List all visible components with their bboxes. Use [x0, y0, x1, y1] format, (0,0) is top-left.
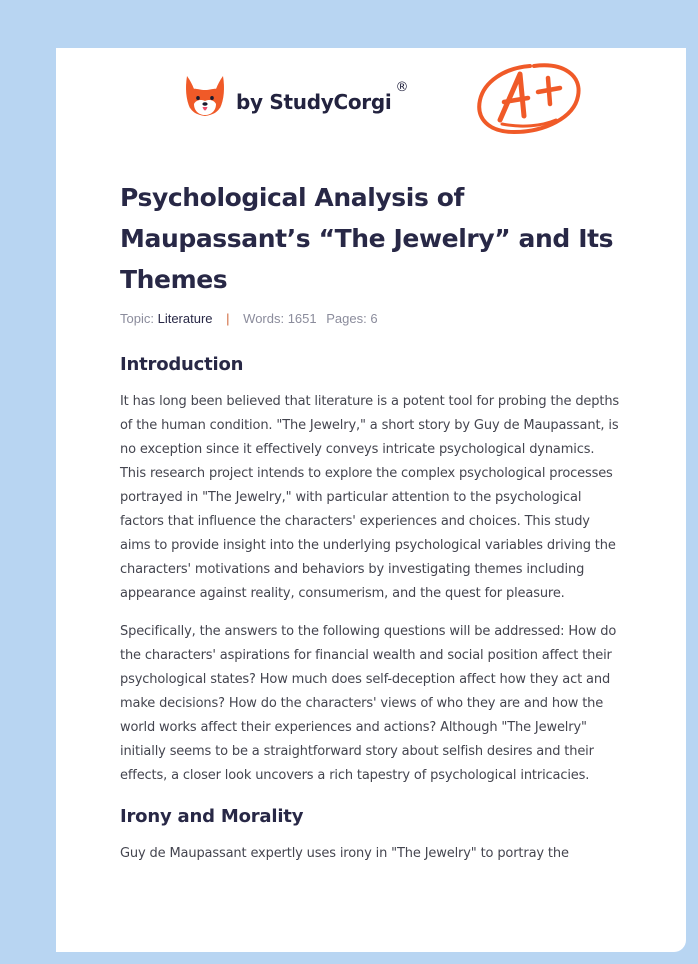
studycorgi-logo[interactable]	[184, 74, 408, 120]
page-count: Pages: 6	[326, 311, 378, 326]
corgi-icon	[184, 74, 226, 120]
registered-mark: ®	[395, 80, 409, 95]
word-count: Words: 1651	[243, 311, 317, 326]
paragraph: Specifically, the answers to the following questions will be addressed: How do the characters' aspirations for financial wealth and social position affect their psychological states? How much does self-deception affect how they act and make decisions? How do the characters' views of who they are and how the world works affect their experiences and actions? Although "The Jewelry" initially seems to be a straightforward story about selfish desires and their effects, a closer look uncovers a rich tapestry of psychological intricacies.	[120, 624, 617, 783]
topic-label: Topic:	[120, 311, 154, 326]
meta-separator: |	[226, 311, 230, 326]
section-heading-introduction: Introduction	[120, 354, 244, 375]
document-card	[56, 48, 686, 952]
a-plus-icon	[474, 58, 584, 138]
logo-text	[236, 80, 409, 114]
document-header	[120, 48, 622, 173]
page-title: Psychological Analysis of Maupassant’s “The Jewelry” and Its Themes	[120, 183, 614, 294]
section-heading-irony-and-morality: Irony and Morality	[120, 806, 304, 827]
paragraph: Guy de Maupassant expertly uses irony in "The Jewelry" to portray the	[120, 846, 569, 861]
topic-link[interactable]: Literature	[157, 311, 213, 326]
document-meta	[120, 311, 622, 326]
paragraph: It has long been believed that literature is a potent tool for probing the depths of the human condition. "The Jewelry," a short story by Guy de Maupassant, is no exception since it effectively conveys intricate psychological dynamics. This research project intends to explore the complex psychological processes portrayed in "The Jewelry," with particular attention to the psychological factors that influence the characters' experiences and choices. This study aims to provide insight into the underlying psychological variables driving the characters' motivations and behaviors by investigating themes including appearance against reality, consumerism, and the quest for pleasure.	[120, 394, 620, 601]
logo-wordmark: by StudyCorgi	[236, 90, 392, 114]
